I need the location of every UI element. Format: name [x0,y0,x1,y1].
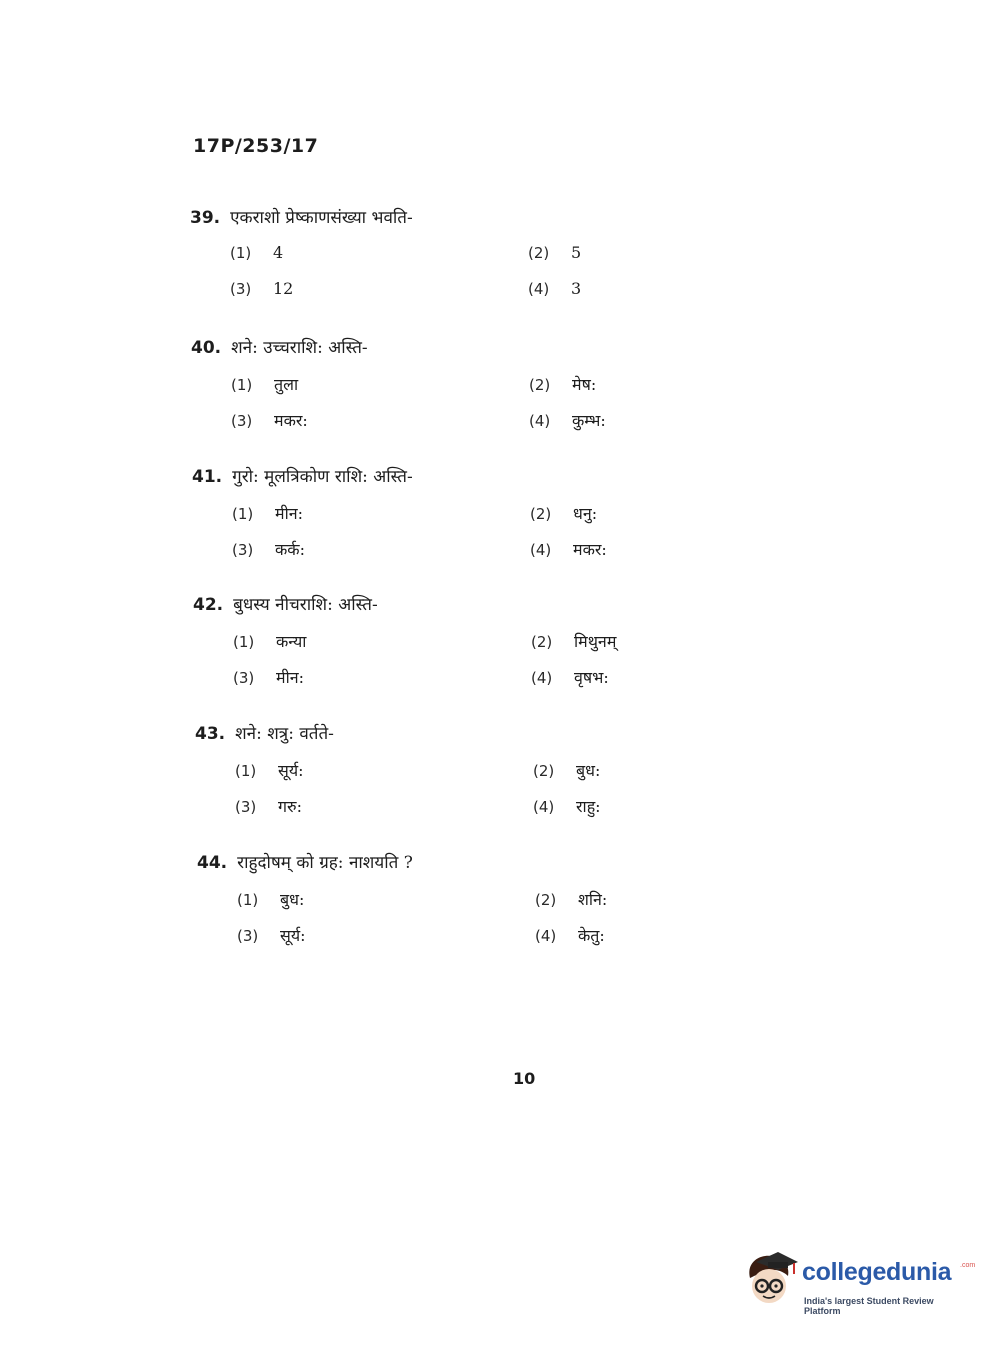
question-number: 41. [192,467,223,487]
question-number: 44. [197,853,228,873]
option-3: (3) कर्क: [232,540,305,559]
question-text: राहुदोषम् को ग्रह: नाशयति ? [237,853,413,873]
option-4: (4) केतु: [535,926,605,945]
paper-code: 17P/253/17 [193,135,319,157]
option-2: (2) मिथुनम् [531,632,617,651]
question-text: गुरो: मूलत्रिकोण राशि: अस्ति- [232,467,413,487]
option-4: (4) मकर: [530,540,607,559]
option-4: (4) राहु: [533,797,601,816]
option-2: (2) बुध: [533,761,601,780]
page-number: 10 [513,1069,536,1088]
question-text: शने: उच्चराशि: अस्ति- [231,338,368,358]
question-number: 40. [191,338,222,358]
question-42 [193,592,673,702]
option-4: (4) 3 [528,279,582,298]
option-4: (4) कुम्भ: [529,411,606,430]
option-1: (1) तुला [231,375,299,394]
question-text: एकराशो प्रेष्काणसंख्या भवति- [230,208,413,228]
question-number: 39. [190,208,221,228]
question-number: 43. [195,724,226,744]
option-3: (3) गरु: [235,797,302,816]
option-1: (1) सूर्य: [235,761,304,780]
option-2: (2) मेष: [529,375,597,394]
question-44 [197,850,677,960]
logo-tagline: India's largest Student Review Platform [804,1296,934,1316]
option-1: (1) कन्या [233,632,307,651]
question-number: 42. [193,595,224,615]
option-3: (3) 12 [230,279,294,298]
option-3: (3) मकर: [231,411,308,430]
collegedunia-logo [742,1248,976,1318]
option-1: (1) मीन: [232,504,303,523]
option-1: (1) 4 [230,243,284,262]
question-text: बुधस्य नीचराशि: अस्ति- [233,595,378,615]
question-text: शने: शत्रु: वर्तते- [235,724,334,744]
question-39 [190,205,670,315]
option-2: (2) 5 [528,243,582,262]
option-2: (2) धनु: [530,504,598,523]
question-40 [191,335,671,445]
question-43 [195,721,675,831]
option-4: (4) वृषभ: [531,668,609,687]
logo-domain-suffix: .com [960,1262,976,1269]
question-41 [192,464,672,574]
option-2: (2) शनि: [535,890,608,909]
student-mascot-icon [742,1248,800,1310]
option-1: (1) बुध: [237,890,305,909]
option-3: (3) मीन: [233,668,304,687]
logo-wordmark: collegedunia [802,1258,952,1286]
option-3: (3) सूर्य: [237,926,306,945]
